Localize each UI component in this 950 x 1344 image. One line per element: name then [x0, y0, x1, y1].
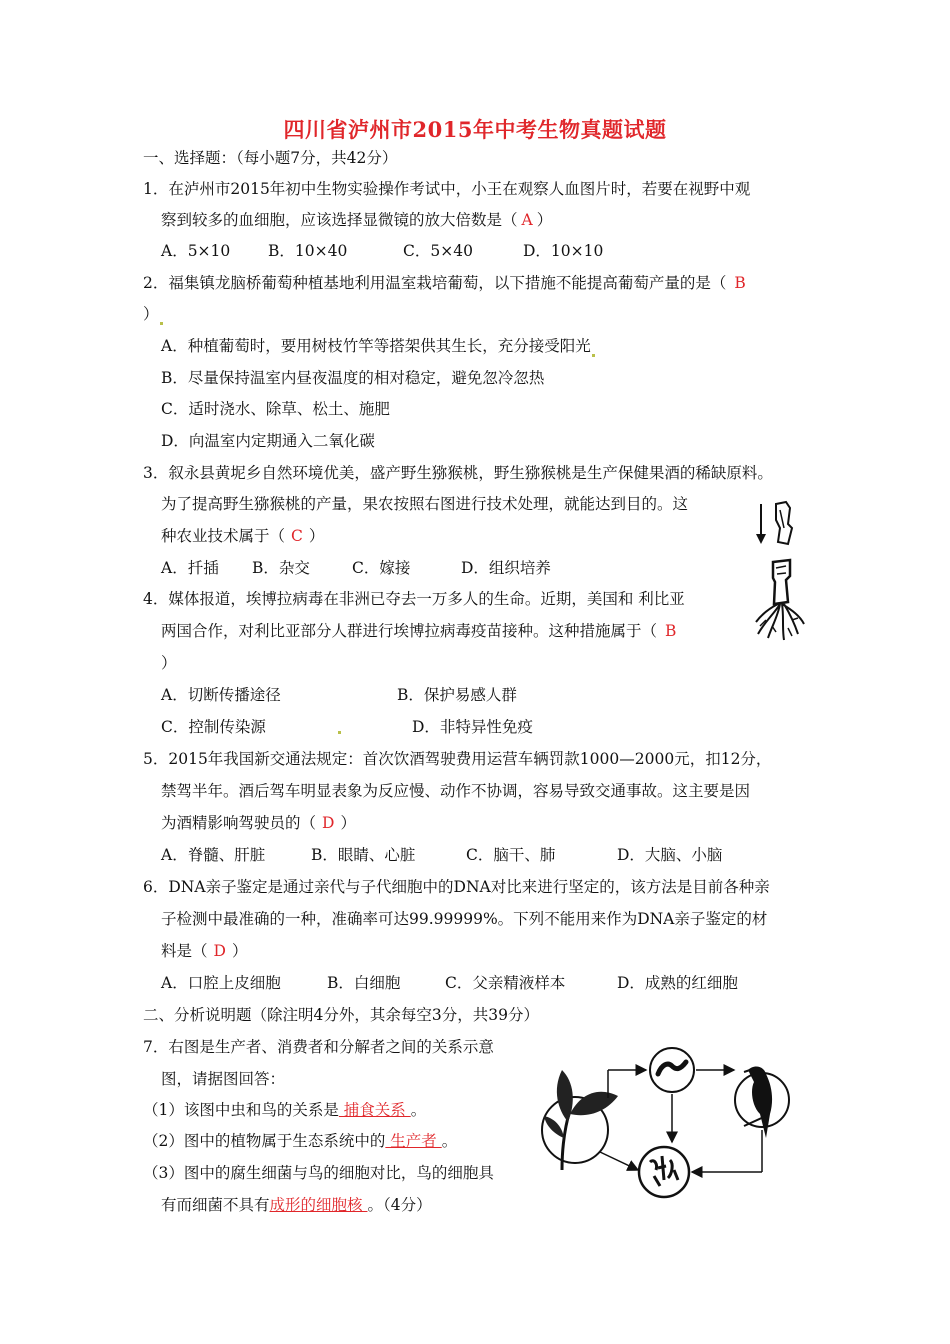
q2-answer: B	[734, 274, 746, 292]
insect-circle	[650, 1048, 694, 1092]
q7-sub1-answer: 捕食关系	[338, 1101, 411, 1119]
q7-stem-line1: 7．右图是生产者、消费者和分解者之间的关系示意	[143, 1038, 494, 1056]
section-heading-analysis: 二、分析说明题（除注明4分外，其余每空3分，共39分）	[143, 1006, 539, 1024]
q1-option-a: A．5×10	[161, 242, 231, 260]
q2-option-c: C．适时浇水、除草、松土、施肥	[161, 400, 390, 418]
q3-option-c: C．嫁接	[352, 559, 411, 577]
q2-option-d: D．向温室内定期通入二氧化碳	[161, 432, 375, 450]
q2-stem-close: ）	[143, 304, 163, 325]
q3-option-b: B．杂交	[252, 559, 310, 577]
page-title: 四川省泸州市2015年中考生物真题试题	[283, 117, 667, 142]
q6-option-a: A．口腔上皮细胞	[161, 974, 281, 992]
q5-option-c: C．脑干、肺	[466, 846, 556, 864]
q7-sub1: （1）该图中虫和鸟的关系是 捕食关系 。	[143, 1101, 427, 1119]
q5-stem-line1: 5．2015年我国新交通法规定：首次饮酒驾驶费用运营车辆罚款1000—2000元，扣12分，	[143, 750, 772, 768]
ecosystem-diagram	[540, 1030, 790, 1205]
q3-option-a: A．扦插	[161, 559, 219, 577]
q3-option-d: D．组织培养	[461, 559, 551, 577]
q4-stem-line2: 两国合作，对利比亚部分人群进行埃博拉病毒疫苗接种。这种措施属于（ B	[161, 622, 677, 640]
q2-option-b: B．尽量保持温室内昼夜温度的相对稳定，避免忽冷忽热	[161, 369, 545, 387]
q2-stem-line1: 2．福集镇龙脑桥葡萄种植基地利用温室栽培葡萄，以下措施不能提高葡萄产量的是（ B	[143, 274, 746, 292]
q5-option-b: B．眼睛、心脏	[311, 846, 416, 864]
q4-option-c: C．控制传染源	[161, 718, 266, 736]
q4-option-b: B．保护易感人群	[397, 686, 517, 704]
q3-stem-line2: 为了提高野生猕猴桃的产量，果农按照右图进行技术处理，就能达到目的。这	[161, 495, 689, 513]
q6-option-d: D．成熟的红细胞	[617, 974, 738, 992]
q3-stem-line3: 种农业技术属于（ C ）	[161, 527, 325, 545]
q6-option-c: C．父亲精液样本	[445, 974, 566, 992]
grafting-illustration	[748, 498, 808, 644]
q5-option-a: A．脊髓、肝脏	[161, 846, 266, 864]
q4-stem-close: ）	[161, 654, 177, 672]
q1-option-c: C．5×40	[403, 242, 473, 260]
q4-option-d: D．非特异性免疫	[412, 718, 533, 736]
q1-option-b: B．10×40	[268, 242, 348, 260]
q7-stem-line2: 图，请据图回答：	[161, 1070, 286, 1088]
q1-stem-line2: 察到较多的血细胞，应该选择显微镜的放大倍数是（ A ）	[161, 211, 553, 229]
q1-option-d: D．10×10	[523, 242, 604, 260]
q7-sub3-answer: 成形的细胞核	[269, 1196, 368, 1214]
q5-stem-line2: 禁驾半年。酒后驾车明显表象为反应慢、动作不协调，容易导致交通事故。这主要是因	[161, 782, 751, 800]
q3-stem-line1: 3．叙永县黄坭乡自然环境优美，盛产野生猕猴桃，野生猕猴桃是生产保健果酒的稀缺原料。	[143, 464, 773, 482]
q6-stem-line3: 料是（ D ）	[161, 942, 248, 960]
q6-option-b: B．白细胞	[327, 974, 401, 992]
q7-sub2-answer: 生产者	[385, 1132, 442, 1150]
q6-answer: D	[213, 942, 226, 960]
q6-stem-line1: 6．DNA亲子鉴定是通过亲代与子代细胞中的DNA对比来进行坚定的，该方法是目前各种亲	[143, 878, 770, 896]
q7-sub3-line2: 有而细菌不具有成形的细胞核 。（4分）	[161, 1196, 432, 1214]
q4-stem-line1: 4．媒体报道，埃博拉病毒在非洲已夺去一万多人的生命。近期，美国和 利比亚	[143, 590, 685, 608]
q5-option-d: D．大脑、小脑	[617, 846, 723, 864]
q6-stem-line2: 子检测中最准确的一种，准确率可达99.99999%。下列不能用来作为DNA亲子鉴定的材	[161, 910, 768, 928]
stray-mark	[338, 731, 341, 734]
q4-option-a: A．切断传播途径	[161, 686, 281, 704]
q7-sub3-line1: （3）图中的腐生细菌与鸟的细胞对比，鸟的细胞具	[143, 1164, 494, 1182]
q3-answer: C	[291, 527, 303, 545]
q5-answer: D	[322, 814, 335, 832]
q2-option-a: A．种植葡萄时，要用树枝竹竿等搭架供其生长，充分接受阳光	[161, 336, 595, 357]
q1-answer: A	[521, 211, 533, 229]
q1-stem-line1: 1．在泸州市2015年初中生物实验操作考试中，小王在观察人血图片时，若要在视野中观	[143, 180, 751, 198]
section-heading-choice: 一、选择题：（每小题7分，共42分）	[143, 149, 398, 167]
q7-sub2: （2）图中的植物属于生态系统中的 生产者 。	[143, 1132, 458, 1150]
q4-answer: B	[665, 622, 677, 640]
q5-stem-line3: 为酒精影响驾驶员的（ D ）	[161, 814, 356, 832]
